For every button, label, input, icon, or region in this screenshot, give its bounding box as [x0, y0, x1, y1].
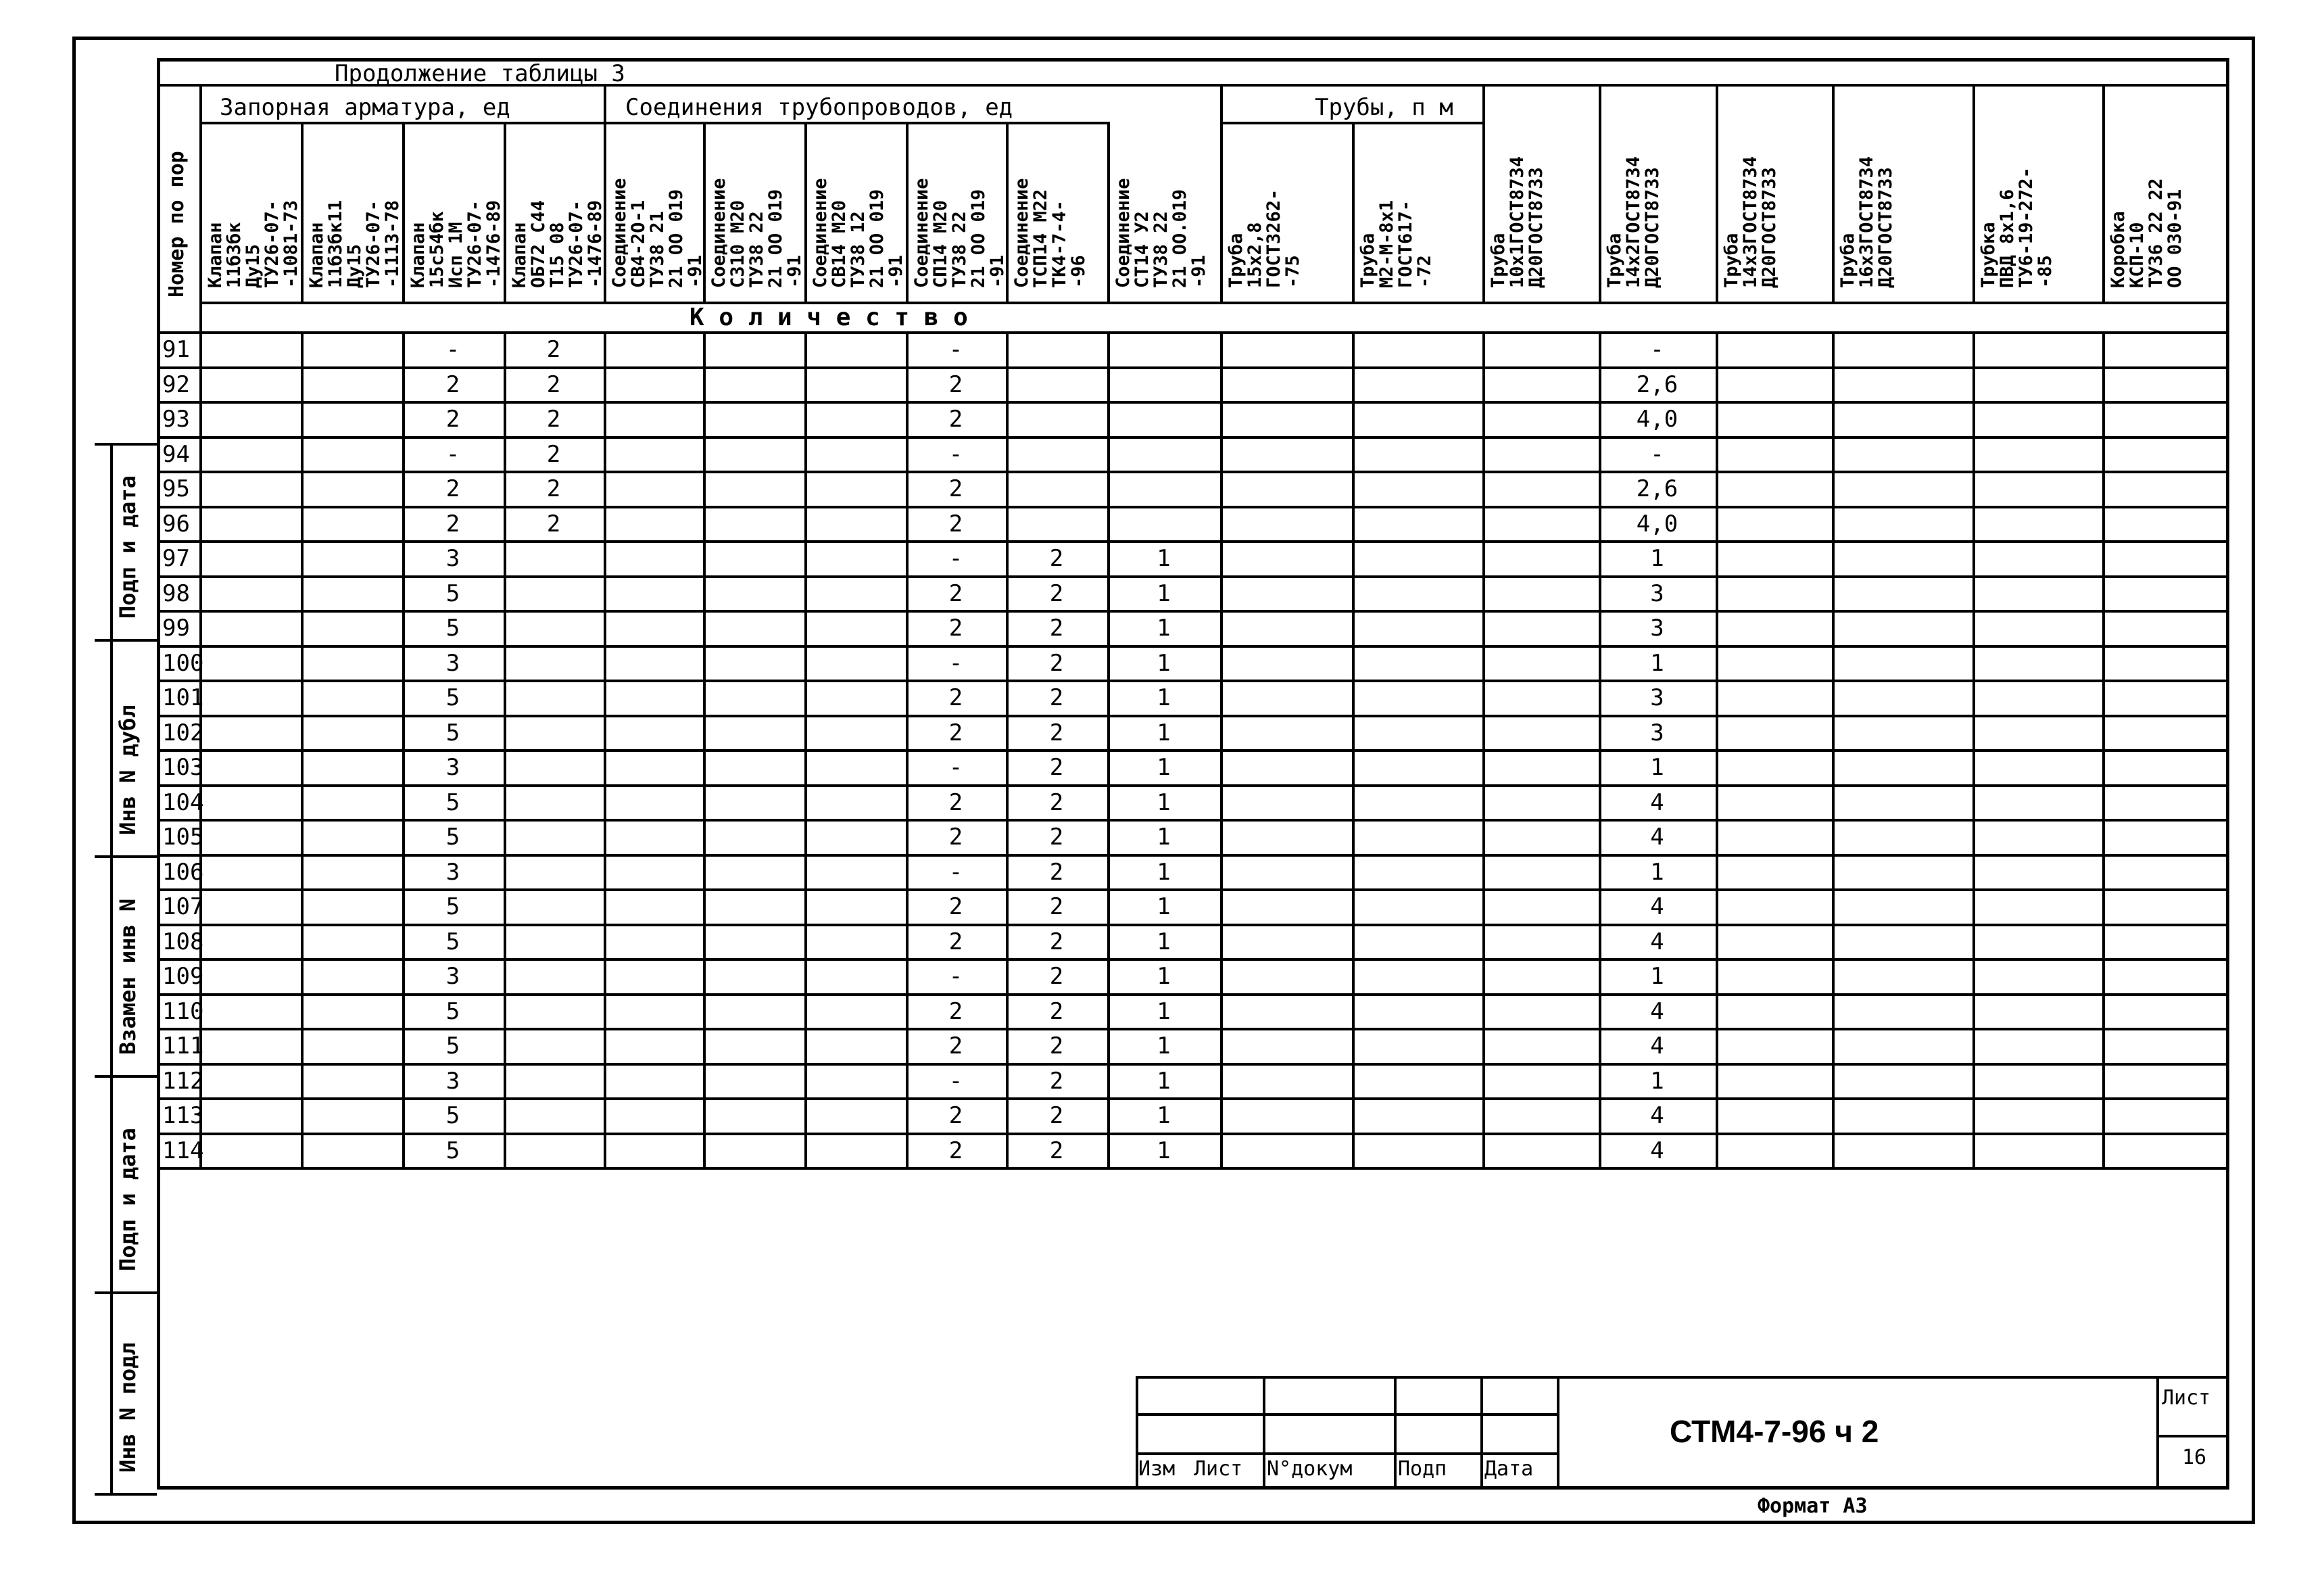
stamp-date: Дата [1484, 1457, 1534, 1481]
cell-value: 2 [1049, 963, 1064, 990]
table-row-line [157, 715, 2229, 717]
cell-value: 2 [546, 510, 561, 538]
cell-value: 2 [948, 1102, 963, 1129]
cell-value: 5 [445, 579, 460, 607]
cell-value: - [948, 963, 963, 990]
cell-value: 1 [1157, 1102, 1171, 1129]
cell-value: 2 [445, 406, 460, 433]
table-row-line [157, 819, 2229, 822]
row-number: 113 [162, 1102, 204, 1129]
cell-value: 1 [1157, 893, 1171, 920]
row-number-header: Номер по пор [165, 151, 189, 298]
sheet-number: 16 [2182, 1446, 2207, 1469]
format-label: Формат А3 [1758, 1494, 1868, 1518]
cell-value: - [948, 440, 963, 468]
column-line [1107, 122, 1110, 302]
column-line [1352, 122, 1355, 302]
cell-value: 2 [948, 615, 963, 642]
stamp-line [1136, 1376, 2229, 1379]
table-row-line [157, 958, 2229, 961]
cell-value: 2 [948, 1137, 963, 1164]
cell-value: 5 [445, 1102, 460, 1129]
row-number: 111 [162, 1032, 204, 1060]
cell-value: 5 [445, 719, 460, 746]
cell-value: 1 [1157, 754, 1171, 781]
column-header-6: Соединение СЗ10 М20 ТУ38 22 21 ОО 019 -91 [708, 178, 805, 288]
table-row-line [157, 366, 2229, 369]
cell-value: 1 [1157, 615, 1171, 642]
column-line [1716, 84, 1718, 302]
cell-value: 3 [1650, 615, 1664, 642]
cell-value: 1 [1650, 858, 1664, 886]
cell-value: 3 [445, 649, 460, 677]
cell-value: 2 [445, 510, 460, 538]
cell-value: - [1650, 336, 1664, 363]
cell-value: 1 [1157, 579, 1171, 607]
cell-value: 3 [445, 754, 460, 781]
cell-value: 2 [948, 406, 963, 433]
row-number: 109 [162, 963, 204, 990]
cell-value: - [1650, 440, 1664, 468]
row-number: 112 [162, 1067, 204, 1095]
cell-value: 2 [1049, 1102, 1064, 1129]
group-divider [199, 122, 1107, 124]
stamp-list: Лист [1194, 1457, 1243, 1481]
column-header-15: Труба 14х3ГОСТ8734 Д20ГОСТ8733 [1721, 156, 1780, 288]
cell-value: 2 [445, 475, 460, 502]
cell-value: 2,6 [1636, 371, 1678, 398]
stamp-column [1263, 1376, 1265, 1490]
row-number: 92 [162, 371, 190, 398]
cell-value: 2 [546, 371, 561, 398]
cell-value: 2 [948, 928, 963, 955]
cell-value: 1 [1157, 963, 1171, 990]
cell-value: 5 [445, 1032, 460, 1060]
table-row-line [157, 993, 2229, 996]
row-number: 99 [162, 615, 190, 642]
cell-value: 2,6 [1636, 475, 1678, 502]
stamp-line [2156, 1435, 2229, 1437]
column-line [1599, 84, 1601, 302]
cell-value: 4 [1650, 1137, 1664, 1164]
cell-value: - [445, 336, 460, 363]
cell-value: 2 [1049, 1067, 1064, 1095]
group-valves: Запорная арматура, ед [220, 94, 510, 121]
cell-value: 2 [546, 440, 561, 468]
column-header-7: Соединение СВ14 М20 ТУ38 12 21 ОО 019 -91 [810, 178, 906, 288]
cell-value: 5 [445, 928, 460, 955]
side-label: Подп и дата [115, 1128, 141, 1271]
row-number: 104 [162, 788, 204, 816]
cell-value: 3 [445, 963, 460, 990]
cell-value: 2 [1049, 1032, 1064, 1060]
cell-value: 2 [1049, 928, 1064, 955]
cell-value: 2 [948, 371, 963, 398]
column-header-12: Труба М2-М-8х1 ГОСТ617- -72 [1357, 199, 1435, 288]
cell-value: 4,0 [1636, 406, 1678, 433]
cell-value: 1 [1650, 649, 1664, 677]
side-strip-divider [95, 1075, 157, 1078]
cell-value: 2 [1049, 545, 1064, 572]
cell-value: 1 [1157, 1032, 1171, 1060]
column-header-1: Клапан 11б3бк Ду15 ТУ26-07- -1081-73 [205, 199, 301, 288]
cell-value: 2 [1049, 1137, 1064, 1164]
table-continuation-caption: Продолжение таблицы 3 [335, 60, 625, 87]
cell-value: 2 [948, 684, 963, 711]
row-number: 106 [162, 858, 204, 886]
cell-value: 2 [1049, 579, 1064, 607]
quantity-label: К о л и ч е с т в о [689, 304, 968, 331]
column-header-17: Трубка ПВД 8х1,6 ТУ6-19-272- -85 [1978, 167, 2056, 288]
cell-value: 2 [1049, 824, 1064, 851]
group-divider [1220, 122, 1482, 124]
cell-value: 2 [948, 893, 963, 920]
row-number: 102 [162, 719, 204, 746]
stamp-ndoc: N°докум [1267, 1457, 1353, 1481]
table-row-line [157, 540, 2229, 543]
cell-value: 2 [1049, 684, 1064, 711]
row-number: 96 [162, 510, 190, 538]
table-row-line [157, 924, 2229, 926]
side-strip-divider [95, 443, 157, 446]
row-number: 108 [162, 928, 204, 955]
side-strip-divider [95, 855, 157, 858]
cell-value: 1 [1650, 545, 1664, 572]
side-label: Инв N дубл [115, 705, 141, 835]
cell-value: 1 [1157, 858, 1171, 886]
cell-value: 3 [445, 1067, 460, 1095]
group-pipes: Трубы, п м [1315, 94, 1453, 121]
column-header-11: Труба 15х2,8 ГОСТ3262- -75 [1226, 189, 1303, 288]
column-line [1832, 84, 1835, 302]
cell-value: 1 [1157, 824, 1171, 851]
column-header-3: Клапан 15с54бк Исп 1М ТУ26-07- -1476-89 [408, 199, 504, 288]
cell-value: 1 [1157, 545, 1171, 572]
cell-value: 2 [1049, 719, 1064, 746]
cell-value: - [948, 754, 963, 781]
cell-value: 2 [948, 475, 963, 502]
cell-value: 2 [1049, 754, 1064, 781]
column-header-13: Труба 10х1ГОСТ8734 Д20ГОСТ8733 [1488, 156, 1547, 288]
cell-value: 1 [1157, 1067, 1171, 1095]
header-divider [199, 302, 2229, 304]
column-header-5: Соединение СВ4-2О-1 ТУ38 21 21 ОО 019 -91 [609, 178, 706, 288]
cell-value: 5 [445, 893, 460, 920]
table-row-line [157, 1167, 2229, 1170]
cell-value: 1 [1650, 754, 1664, 781]
cell-value: 2 [445, 371, 460, 398]
cell-value: 4 [1650, 893, 1664, 920]
group-separator [1220, 84, 1223, 302]
side-label: Подп и дата [115, 475, 141, 619]
cell-value: 5 [445, 615, 460, 642]
table-row-line [157, 888, 2229, 891]
column-header-8: Соединение СП14 М20 ТУ38 22 21 ОО 019 -91 [911, 178, 1008, 288]
cell-value: 3 [1650, 719, 1664, 746]
stamp-column [1394, 1376, 1397, 1490]
cell-value: 1 [1157, 1137, 1171, 1164]
column-header-18: Коробка КСП-10 ТУ36 22 22 ОО 030-91 [2108, 178, 2185, 288]
row-number: 107 [162, 893, 204, 920]
stamp-izm: Изм [1138, 1457, 1176, 1481]
cell-value: 1 [1157, 928, 1171, 955]
table-row-line [157, 436, 2229, 439]
cell-value: 3 [1650, 684, 1664, 711]
table-row-line [157, 610, 2229, 613]
column-header-10: Соединение СТ14 У2 ТУ38 22 21 ОО.019 -91 [1113, 178, 1209, 288]
table-row-line [157, 645, 2229, 648]
cell-value: - [948, 336, 963, 363]
row-number: 95 [162, 475, 190, 502]
cell-value: 2 [1049, 858, 1064, 886]
cell-value: - [948, 858, 963, 886]
cell-value: - [948, 545, 963, 572]
stamp-line [1136, 1452, 1557, 1455]
cell-value: 2 [546, 406, 561, 433]
cell-value: 2 [948, 1032, 963, 1060]
row-number: 91 [162, 336, 190, 363]
cell-value: 5 [445, 824, 460, 851]
row-number: 105 [162, 824, 204, 851]
stamp-column [1557, 1376, 1559, 1490]
cell-value: - [445, 440, 460, 468]
cell-value: 4 [1650, 928, 1664, 955]
cell-value: 1 [1157, 649, 1171, 677]
column-header-14: Труба 14х2ГОСТ8734 Д20ГОСТ8733 [1604, 156, 1663, 288]
cell-value: 2 [546, 475, 561, 502]
row-number: 103 [162, 754, 204, 781]
quantity-divider [157, 331, 2229, 334]
table-row-line [157, 506, 2229, 508]
cell-value: 1 [1650, 963, 1664, 990]
cell-value: 3 [1650, 579, 1664, 607]
cell-value: 5 [445, 997, 460, 1025]
table-row-line [157, 401, 2229, 404]
sheet-label: Лист [2162, 1386, 2211, 1410]
column-header-9: Соединение ТСП14 М22 ТК4-7-4- -96 [1011, 178, 1089, 288]
cell-value: - [948, 649, 963, 677]
stamp-column [2156, 1376, 2159, 1490]
table-row-line [157, 1063, 2229, 1066]
cell-value: 2 [948, 579, 963, 607]
cell-value: 5 [445, 684, 460, 711]
stamp-line [1136, 1413, 1557, 1416]
column-header-4: Клапан ОБ72 С44 Т15 08 ТУ26-07- -1476-89 [509, 199, 606, 288]
table-row-line [157, 680, 2229, 682]
cell-value: 2 [948, 824, 963, 851]
row-number: 101 [162, 684, 204, 711]
row-number: 100 [162, 649, 204, 677]
table-row-line [157, 854, 2229, 857]
doc-code: СТМ4-7-96 ч 2 [1670, 1414, 1879, 1449]
cell-value: 2 [1049, 997, 1064, 1025]
table-row-line [157, 471, 2229, 473]
side-strip-divider [95, 1493, 157, 1496]
table-row-line [157, 784, 2229, 787]
cell-value: 2 [948, 510, 963, 538]
cell-value: 1 [1157, 719, 1171, 746]
cell-value: 5 [445, 1137, 460, 1164]
row-number: 97 [162, 545, 190, 572]
table-row-line [157, 575, 2229, 578]
column-header-2: Клапан 11б3бк11 Ду15 ТУ26-07- -1113-78 [306, 199, 403, 288]
row-number: 98 [162, 579, 190, 607]
cell-value: 4 [1650, 788, 1664, 816]
stamp-column [1480, 1376, 1483, 1490]
cell-value: 3 [445, 545, 460, 572]
cell-value: 2 [948, 788, 963, 816]
row-number: 93 [162, 406, 190, 433]
side-strip-line [110, 443, 113, 1493]
cell-value: 1 [1157, 997, 1171, 1025]
row-number: 94 [162, 440, 190, 468]
table-row-line [157, 749, 2229, 752]
column-header-16: Труба 16х3ГОСТ8734 Д20ГОСТ8733 [1837, 156, 1896, 288]
table-row-line [157, 1097, 2229, 1100]
cell-value: 1 [1157, 788, 1171, 816]
cell-value: 2 [948, 997, 963, 1025]
table-row-line [157, 1028, 2229, 1030]
group-joints: Соединения трубопроводов, ед [625, 94, 1013, 121]
cell-value: 4 [1650, 1102, 1664, 1129]
cell-value: 2 [1049, 893, 1064, 920]
cell-value: 2 [546, 336, 561, 363]
row-number: 114 [162, 1137, 204, 1164]
side-strip-divider [95, 639, 157, 642]
cell-value: 4 [1650, 1032, 1664, 1060]
side-label: Инв N подл [115, 1342, 141, 1473]
row-number: 110 [162, 997, 204, 1025]
side-strip-divider [95, 1291, 157, 1294]
cell-value: 3 [445, 858, 460, 886]
cell-value: 2 [948, 719, 963, 746]
column-line [2102, 84, 2105, 302]
cell-value: - [948, 1067, 963, 1095]
side-label: Взамен инв N [115, 898, 141, 1055]
cell-value: 5 [445, 788, 460, 816]
table-row-line [157, 1133, 2229, 1135]
cell-value: 4 [1650, 997, 1664, 1025]
cell-value: 1 [1157, 684, 1171, 711]
cell-value: 4 [1650, 824, 1664, 851]
cell-value: 2 [1049, 615, 1064, 642]
cell-value: 2 [1049, 788, 1064, 816]
cell-value: 4,0 [1636, 510, 1678, 538]
stamp-podp: Подп [1398, 1457, 1447, 1481]
group-separator [1482, 84, 1485, 302]
cell-value: 2 [1049, 649, 1064, 677]
column-line [1972, 84, 1975, 302]
cell-value: 1 [1650, 1067, 1664, 1095]
